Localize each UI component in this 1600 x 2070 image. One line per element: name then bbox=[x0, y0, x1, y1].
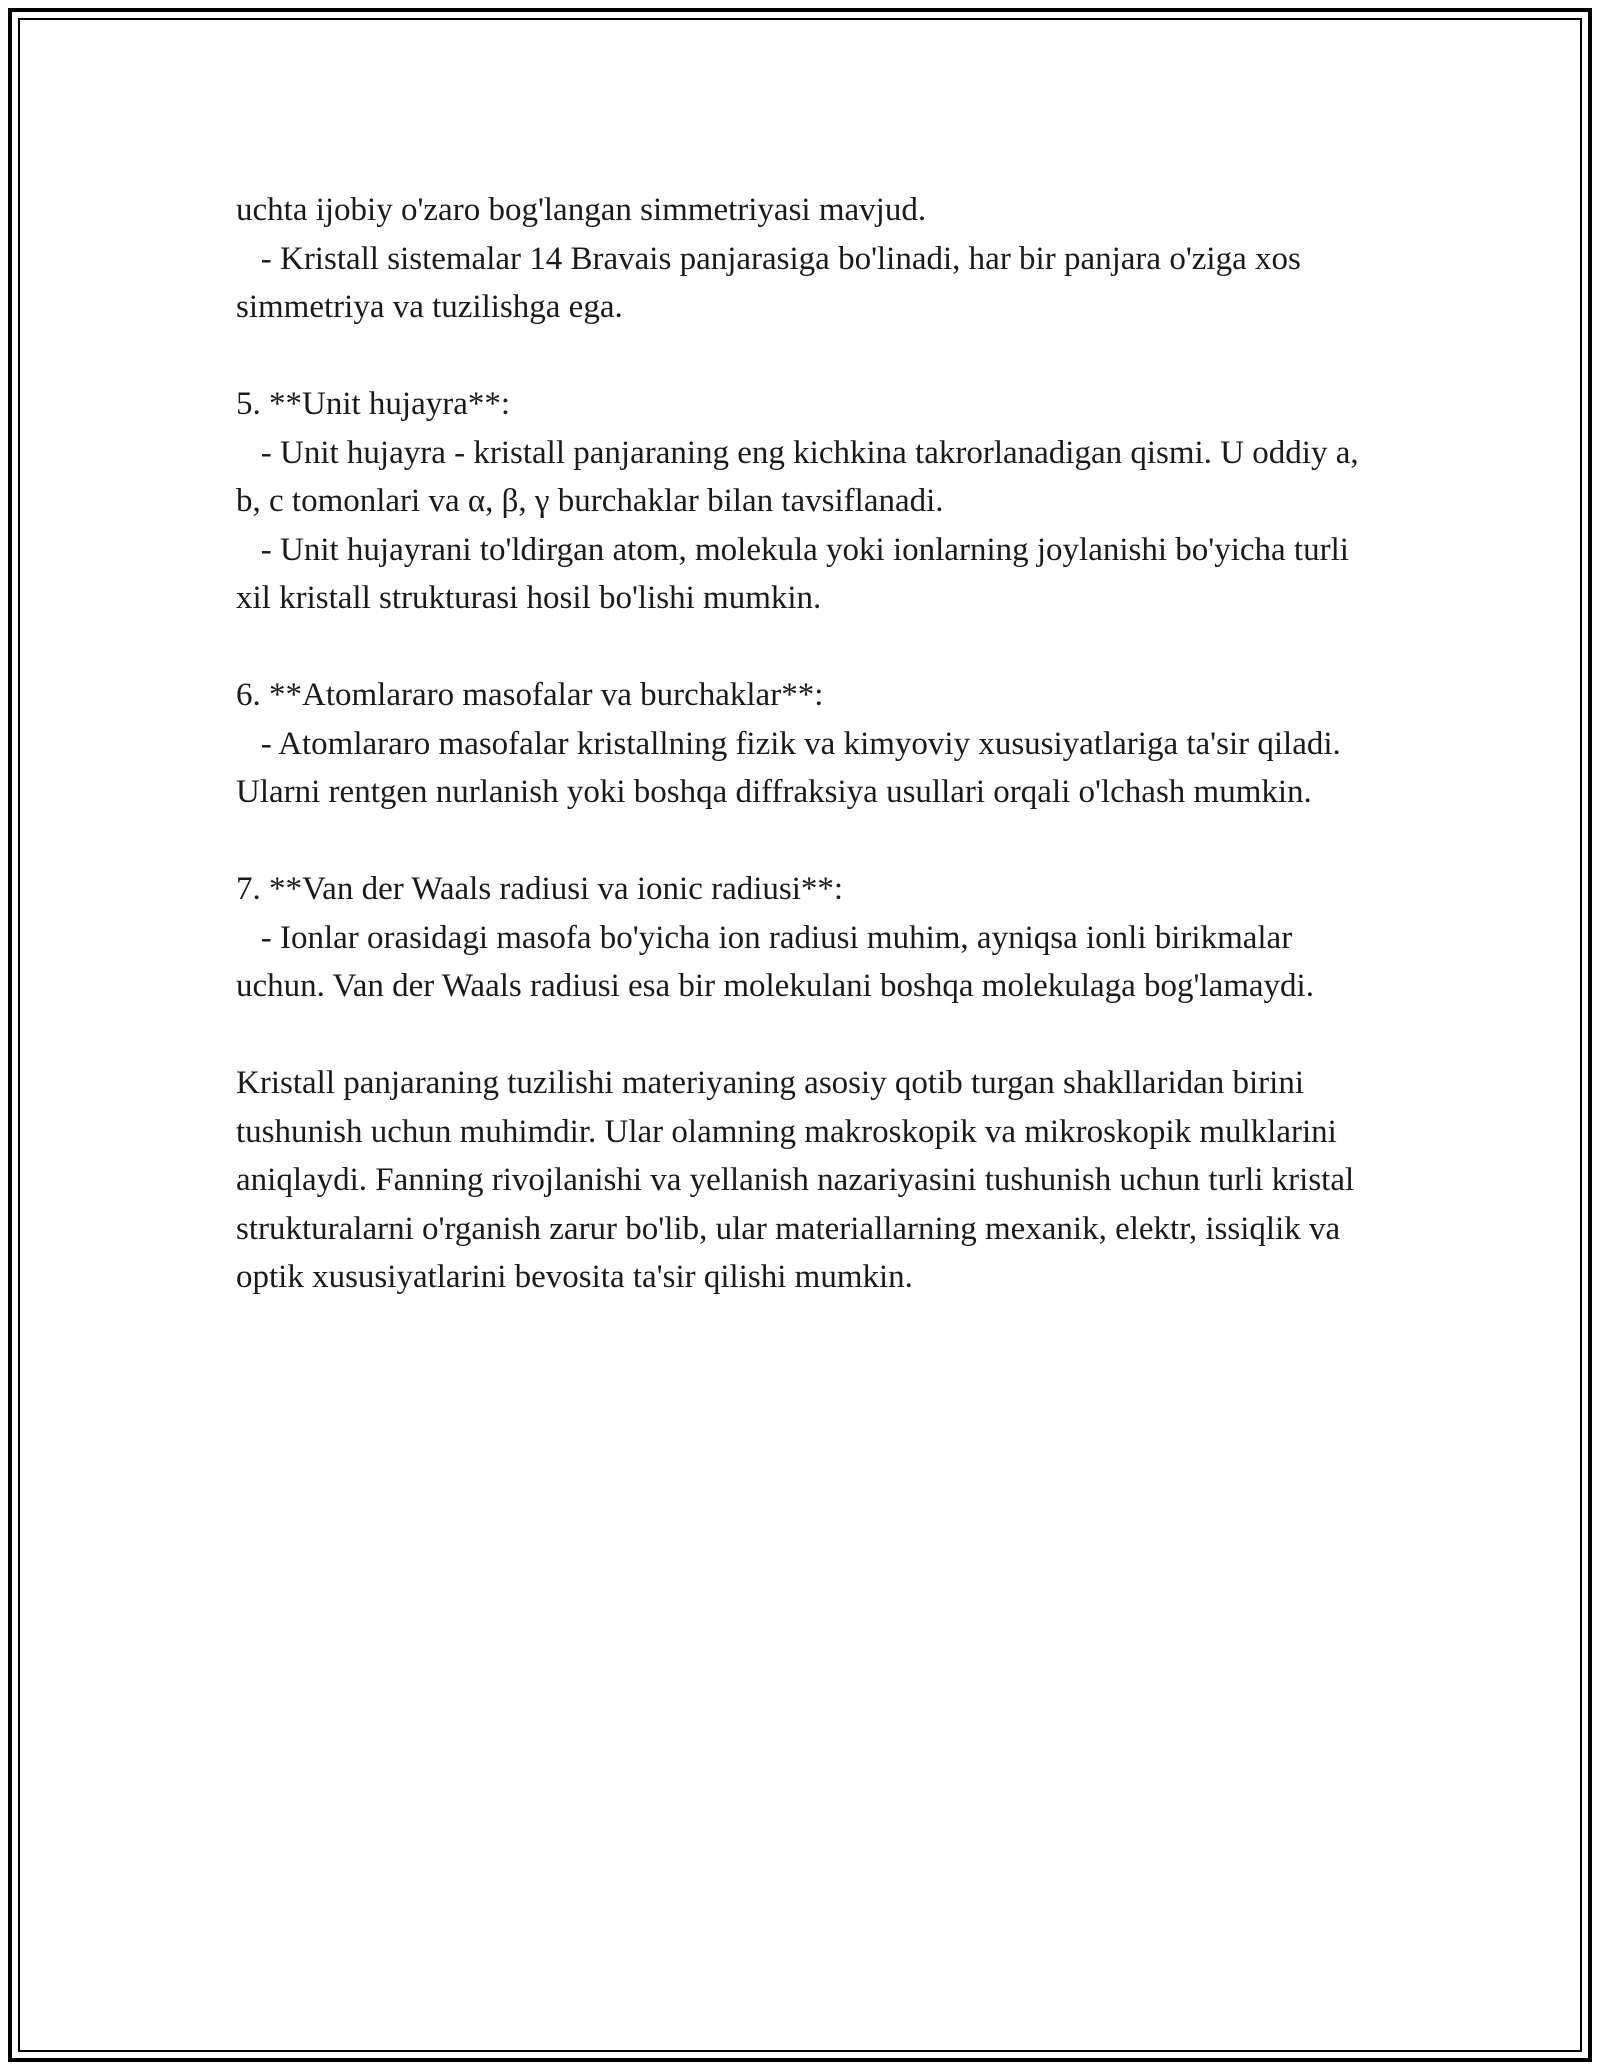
document-body bbox=[236, 186, 1376, 1302]
section-heading: 6. **Atomlararo masofalar va burchaklar**: bbox=[236, 677, 824, 713]
text-block-symmetry bbox=[236, 186, 1376, 332]
text-line: uchta ijobiy o'zaro bog'langan simmetriyasi mavjud. bbox=[236, 192, 927, 228]
bullet-item: - Ionlar orasidagi masofa bo'yicha ion radiusi muhim, ayniqsa ionli birikmalar uchun. Van der Waals radiusi esa bir molekulani boshqa molekulaga bog'lamaydi. bbox=[236, 919, 1314, 1004]
conclusion-text: Kristall panjaraning tuzilishi materiyaning asosiy qotib turgan shakllaridan birini tushunish uchun muhimdir. Ular olamning makroskopik va mikroskopik mulklarini aniqlaydi. Fanning rivojlanishi va yellanish nazariyasini tushunish uchun turli kristal strukturalarni o'rganish zarur bo'lib, ular materiallarning mexanik, elektr, issiqlik va optik xususiyatlarini bevosita ta'sir qilishi mumkin. bbox=[236, 1065, 1363, 1295]
bullet-item: - Unit hujayrani to'ldirgan atom, molekula yoki ionlarning joylanishi bo'yicha turli xil kristall strukturasi hosil bo'lishi mumkin. bbox=[236, 531, 1358, 616]
paragraph-gap bbox=[236, 332, 1376, 381]
bullet-item: - Atomlararo masofalar kristallning fizik va kimyoviy xususiyatlariga ta'sir qiladi. Ularni rentgen nurlanish yoki boshqa diffraksiya usullari orqali o'lchash mumkin. bbox=[236, 725, 1350, 810]
paragraph-gap bbox=[236, 817, 1376, 866]
section-unit-cell bbox=[236, 380, 1376, 623]
conclusion-paragraph bbox=[236, 1059, 1376, 1302]
bullet-item: - Kristall sistemalar 14 Bravais panjarasiga bo'linadi, har bir panjara o'ziga xos simmetriya va tuzilishga ega. bbox=[236, 240, 1310, 325]
paragraph-gap bbox=[236, 623, 1376, 672]
section-radii bbox=[236, 865, 1376, 1011]
section-heading: 5. **Unit hujayra**: bbox=[236, 386, 511, 422]
bullet-item: - Unit hujayra - kristall panjaraning eng kichkina takrorlanadigan qismi. U oddiy a, b, c tomonlari va α, β, γ burchaklar bilan tavsiflanadi. bbox=[236, 434, 1367, 519]
paragraph-gap bbox=[236, 1011, 1376, 1060]
section-interatomic-distances bbox=[236, 671, 1376, 817]
section-heading: 7. **Van der Waals radiusi va ionic radiusi**: bbox=[236, 871, 844, 907]
